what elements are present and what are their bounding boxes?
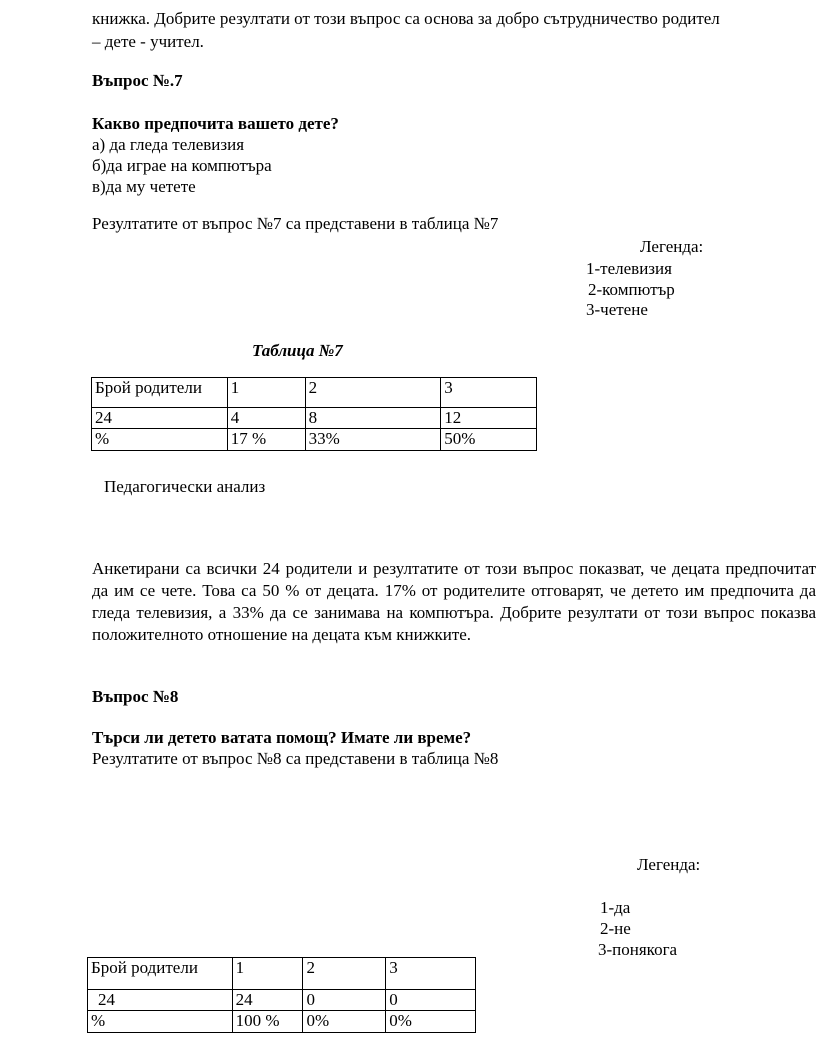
table-cell: 3 xyxy=(441,378,537,408)
table-cell: 33% xyxy=(305,429,441,451)
table-cell: Брой родители xyxy=(88,958,233,990)
table-row xyxy=(92,429,537,451)
q8-legend-item-1: 1-да xyxy=(600,898,631,917)
table-cell: % xyxy=(88,1011,233,1033)
intro-line-1: книжка. Добрите резултати от този въпрос са основа за добро сътрудничество родител xyxy=(92,9,720,28)
table-row xyxy=(92,378,537,408)
q8-results-line: Резултатите от въпрос №8 са представени в таблица №8 xyxy=(92,749,499,768)
q7-legend-title: Легенда: xyxy=(640,237,704,256)
table-cell: 8 xyxy=(305,408,441,429)
table-cell: 17 % xyxy=(227,429,305,451)
q8-legend-title: Легенда: xyxy=(637,855,701,874)
table-cell: 2 xyxy=(303,958,386,990)
q7-option-c: в)да му четете xyxy=(92,177,196,196)
table-row xyxy=(88,958,476,990)
table-cell: 4 xyxy=(227,408,305,429)
q7-option-b: б)да играе на компютъра xyxy=(92,156,272,175)
table-cell: 3 xyxy=(386,958,476,990)
table-cell: 100 % xyxy=(232,1011,303,1033)
q7-question: Какво предпочита вашето дете? xyxy=(92,114,339,133)
table-cell: % xyxy=(92,429,228,451)
q7-legend-item-1: 1-телевизия xyxy=(586,259,672,278)
intro-line-2: – дете - учител. xyxy=(92,32,204,51)
q7-results-line: Резултатите от въпрос №7 са представени в таблица №7 xyxy=(92,214,499,233)
q8-legend-item-2: 2-не xyxy=(600,919,631,938)
table-cell: 0 xyxy=(386,990,476,1011)
table-cell: 12 xyxy=(441,408,537,429)
q7-legend-item-2: 2-компютър xyxy=(588,280,675,299)
q8-heading: Въпрос №8 xyxy=(92,687,179,706)
table-cell: Брой родители xyxy=(92,378,228,408)
table-cell: 50% xyxy=(441,429,537,451)
table-row xyxy=(92,408,537,429)
q7-legend-item-3: 3-четене xyxy=(586,300,648,319)
table-row xyxy=(88,990,476,1011)
table-cell: 1 xyxy=(232,958,303,990)
table-cell: 24 xyxy=(88,990,233,1011)
table-7 xyxy=(91,377,537,451)
table-cell: 24 xyxy=(232,990,303,1011)
table-7-title: Таблица №7 xyxy=(252,341,343,360)
analysis-paragraph: Анкетирани са всички 24 родители и резултатите от този въпрос показват, че децата предпочитат да им се чете. Това са 50 % от децата. 17% от родителите отговарят, че детето им предпочита да гледа телевизия, а 33% да се занимава на компютъра. Добрите резултати от този въпрос показва положителното отношение на децата към книжките. xyxy=(92,559,816,644)
table-cell: 0% xyxy=(386,1011,476,1033)
table-cell: 0 xyxy=(303,990,386,1011)
analysis-title: Педагогически анализ xyxy=(104,477,266,496)
q8-question: Търси ли детето ватата помощ? Имате ли време? xyxy=(92,728,472,747)
q7-heading: Въпрос №.7 xyxy=(92,71,183,90)
table-8 xyxy=(87,957,476,1033)
table-cell: 0% xyxy=(303,1011,386,1033)
table-row xyxy=(88,1011,476,1033)
table-cell: 1 xyxy=(227,378,305,408)
q8-legend-item-3: 3-понякога xyxy=(598,940,678,959)
q7-option-a: а) да гледа телевизия xyxy=(92,135,245,154)
table-cell: 2 xyxy=(305,378,441,408)
table-cell: 24 xyxy=(92,408,228,429)
